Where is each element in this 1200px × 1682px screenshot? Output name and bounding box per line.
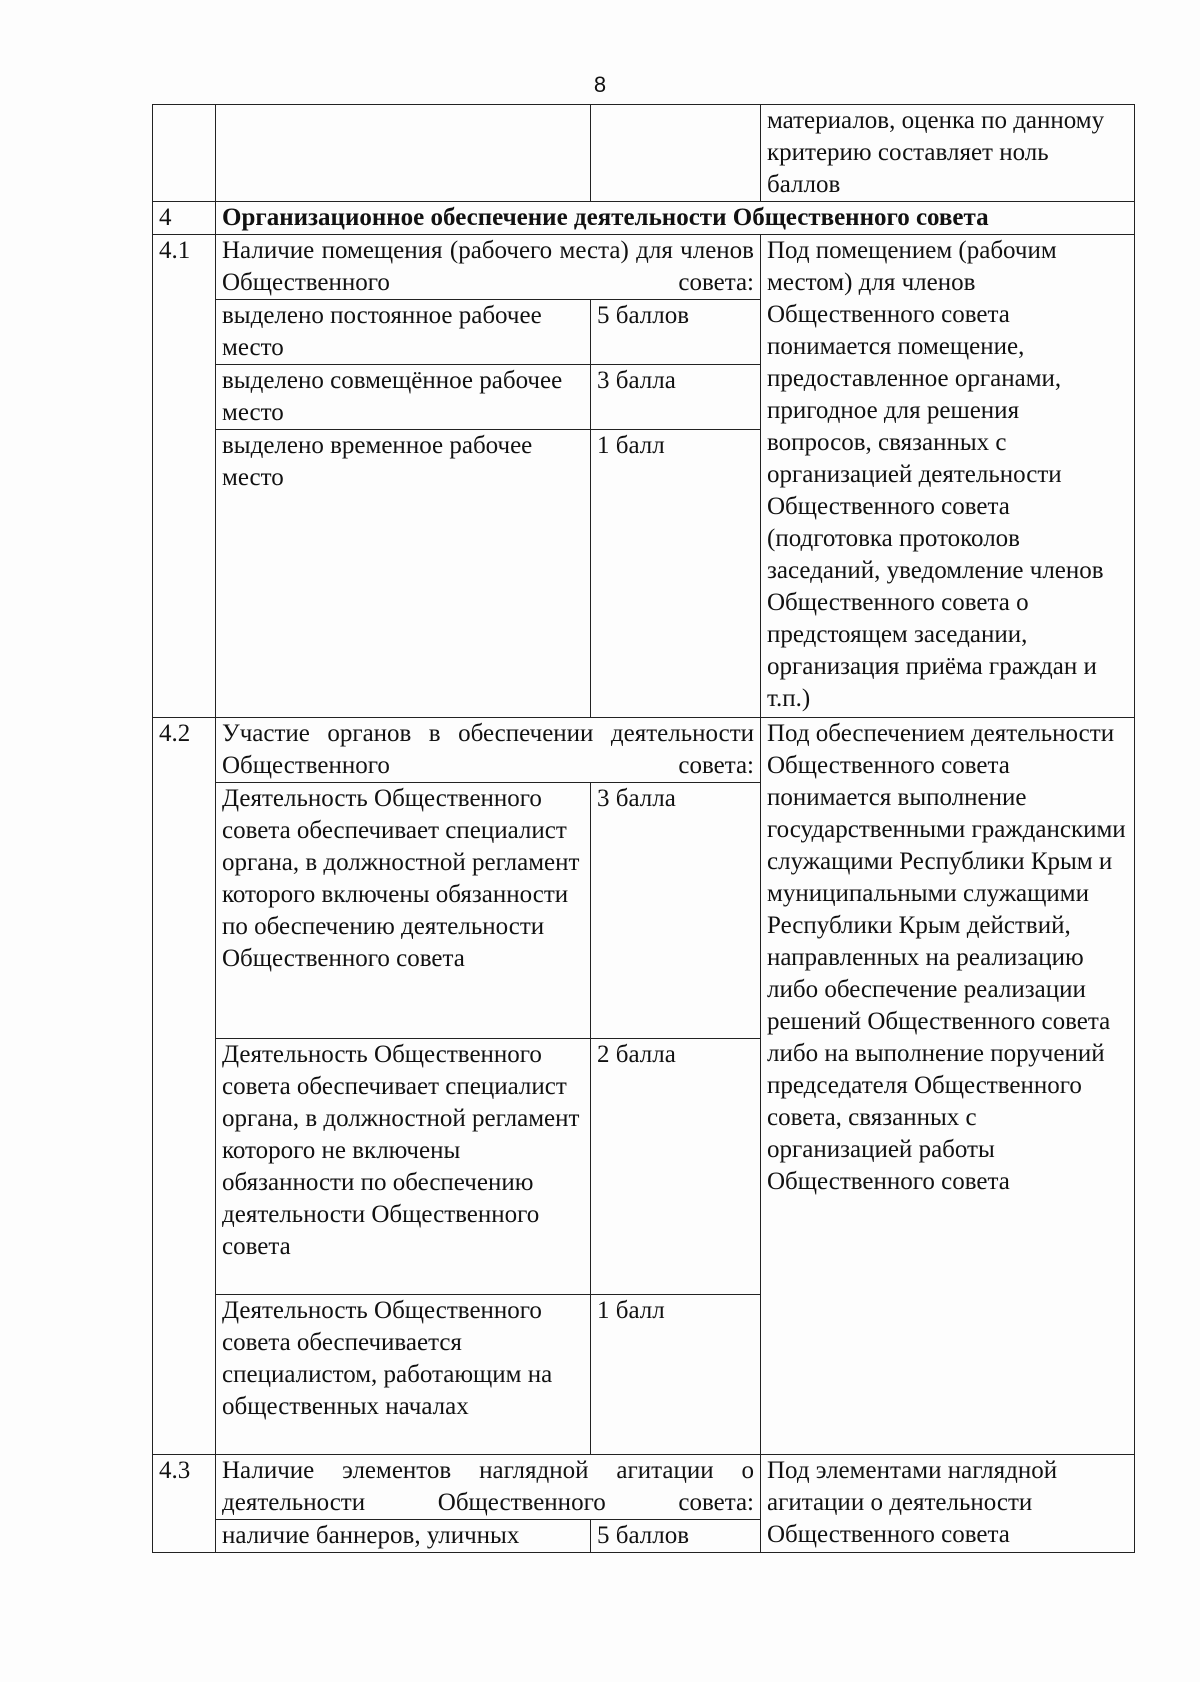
- note-cell: материалов, оценка по данному критерию составляет ноль баллов: [761, 105, 1135, 202]
- option-text: Деятельность Общественного совета обеспечивает специалист органа, в должностной регламент которого включены обязанности по обеспечению деятельности Общественного совета: [216, 783, 591, 1039]
- note-cell: Под элементами наглядной агитации о деятельности Общественного совета: [761, 1455, 1135, 1553]
- table-row: [153, 1455, 1135, 1520]
- note-cell: Под помещением (рабочим местом) для членов Общественного совета понимается помещение, предоставленное органами, пригодное для решения вопросов, связанных с организацией деятельности Общественного совета (подготовка протоколов заседаний, уведомление членов Общественного совета о предстоящем заседании, организация приёма граждан и т.п.): [761, 235, 1135, 718]
- item-number: 4.2: [153, 718, 216, 1455]
- option-score: 5 баллов: [591, 300, 761, 365]
- option-text: Деятельность Общественного совета обеспечивается специалистом, работающим на общественных началах: [216, 1295, 591, 1455]
- table-row: [153, 235, 1135, 300]
- option-score: 3 балла: [591, 365, 761, 430]
- item-number: 4.1: [153, 235, 216, 718]
- option-score: 5 баллов: [591, 1520, 761, 1553]
- option-text: выделено постоянное рабочее место: [216, 300, 591, 365]
- criterion-heading: Участие органов в обеспечении деятельности Общественного совета:: [216, 718, 761, 783]
- section-number: 4: [153, 202, 216, 235]
- section-title: Организационное обеспечение деятельности Общественного совета: [216, 202, 1135, 235]
- option-score: 1 балл: [591, 430, 761, 718]
- option-score: 2 балла: [591, 1039, 761, 1295]
- criterion-cell: [216, 105, 591, 202]
- option-text: Деятельность Общественного совета обеспечивает специалист органа, в должностной регламент которого не включены обязанности по обеспечению деятельности Общественного совета: [216, 1039, 591, 1295]
- section-row: [153, 202, 1135, 235]
- score-cell: [591, 105, 761, 202]
- option-text: выделено совмещённое рабочее место: [216, 365, 591, 430]
- page-number: 8: [593, 72, 607, 97]
- option-score: 1 балл: [591, 1295, 761, 1455]
- option-text: выделено временное рабочее место: [216, 430, 591, 718]
- criterion-heading: Наличие помещения (рабочего места) для членов Общественного совета:: [216, 235, 761, 300]
- note-cell: Под обеспечением деятельности Общественного совета понимается выполнение государственными гражданскими служащими Республики Крым и муниципальными служащими Республики Крым действий, направленных на реализацию либо обеспечение реализации решений Общественного совета либо на выполнение поручений председателя Общественного совета, связанных с организацией работы Общественного совета: [761, 718, 1135, 1455]
- table-row: [153, 718, 1135, 783]
- item-number: 4.3: [153, 1455, 216, 1553]
- option-score: 3 балла: [591, 783, 761, 1039]
- table-row: [153, 105, 1135, 202]
- option-text: наличие баннеров, уличных: [216, 1520, 591, 1553]
- criteria-table: [152, 104, 1135, 1553]
- criterion-heading: Наличие элементов наглядной агитации о деятельности Общественного совета:: [216, 1455, 761, 1520]
- row-number-cell: [153, 105, 216, 202]
